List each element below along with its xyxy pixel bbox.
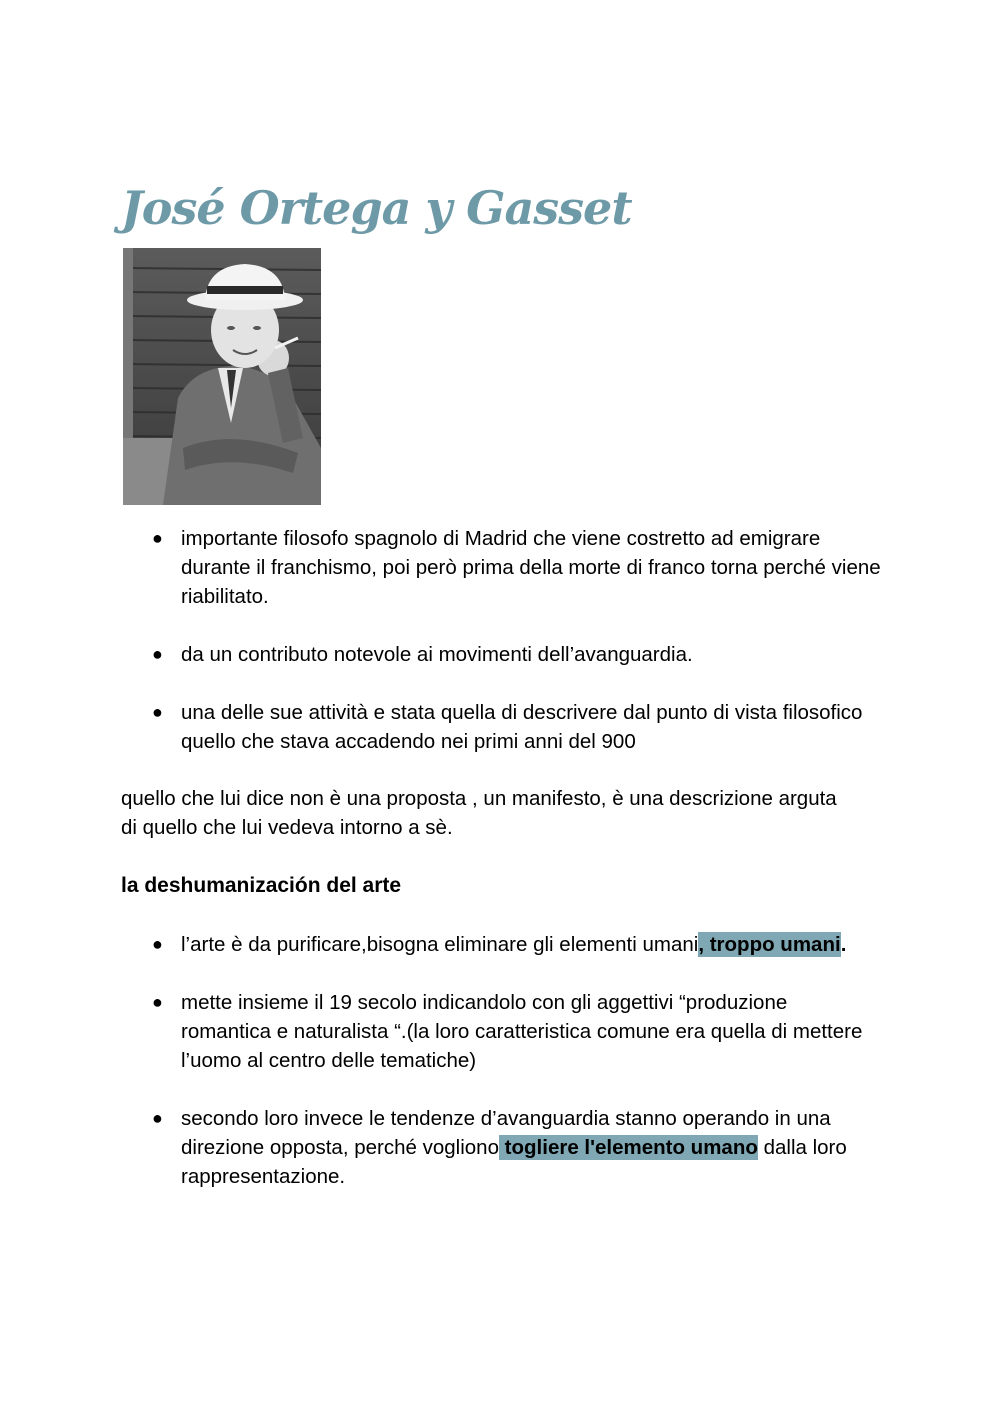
portrait-photo <box>123 248 321 505</box>
page-title: José Ortega y Gasset <box>121 181 632 235</box>
list-item-text: da un contributo notevole ai movimenti dell’avanguardia. <box>181 643 693 666</box>
highlighted-text: , troppo umani <box>698 933 841 956</box>
bullet-icon: ● <box>152 528 163 548</box>
bullet-icon: ● <box>152 644 163 664</box>
list-item <box>0 988 881 1075</box>
highlighted-text: togliere l'elemento umano <box>498 1136 758 1159</box>
list-item-text: l’arte è da purificare,bisogna eliminare gli elementi umani <box>181 933 699 956</box>
body-paragraph: quello che lui dice non è una proposta , un manifesto, è una descrizione arguta di quello che lui vedeva intorno a sè. <box>121 787 837 839</box>
intro-bullet-list <box>0 524 881 756</box>
list-item-text: secondo loro invece le tendenze d’avanguardia stanno operando in una direzione opposta, perché vogliono <box>181 1107 831 1159</box>
section-bullet-list <box>0 930 881 1191</box>
list-item-text-end: . <box>840 933 847 956</box>
bullet-icon: ● <box>152 1108 163 1128</box>
bullet-icon: ● <box>152 992 163 1012</box>
list-item <box>0 1104 881 1191</box>
list-item-text: importante filosofo spagnolo di Madrid che viene costretto ad emigrare durante il franchismo, poi però prima della morte di franco torna perché viene riabilitato. <box>181 527 881 608</box>
list-item-text: mette insieme il 19 secolo indicandolo con gli aggettivi “produzione romantica e naturalista “.(la loro caratteristica comune era quella di mettere l’uomo al centro delle tematiche) <box>181 991 863 1072</box>
bullet-icon: ● <box>152 702 163 722</box>
list-item-text: una delle sue attività e stata quella di descrivere dal punto di vista filosofico quello che stava accadendo nei primi anni del 900 <box>181 701 863 753</box>
list-item-text-end: dalla loro rappresentazione. <box>181 1136 847 1188</box>
list-item <box>0 640 881 669</box>
list-item <box>0 524 881 611</box>
list-item <box>0 930 881 959</box>
section-heading: la deshumanización del arte <box>121 874 402 897</box>
list-item <box>0 698 881 756</box>
bullet-icon: ● <box>152 934 163 954</box>
